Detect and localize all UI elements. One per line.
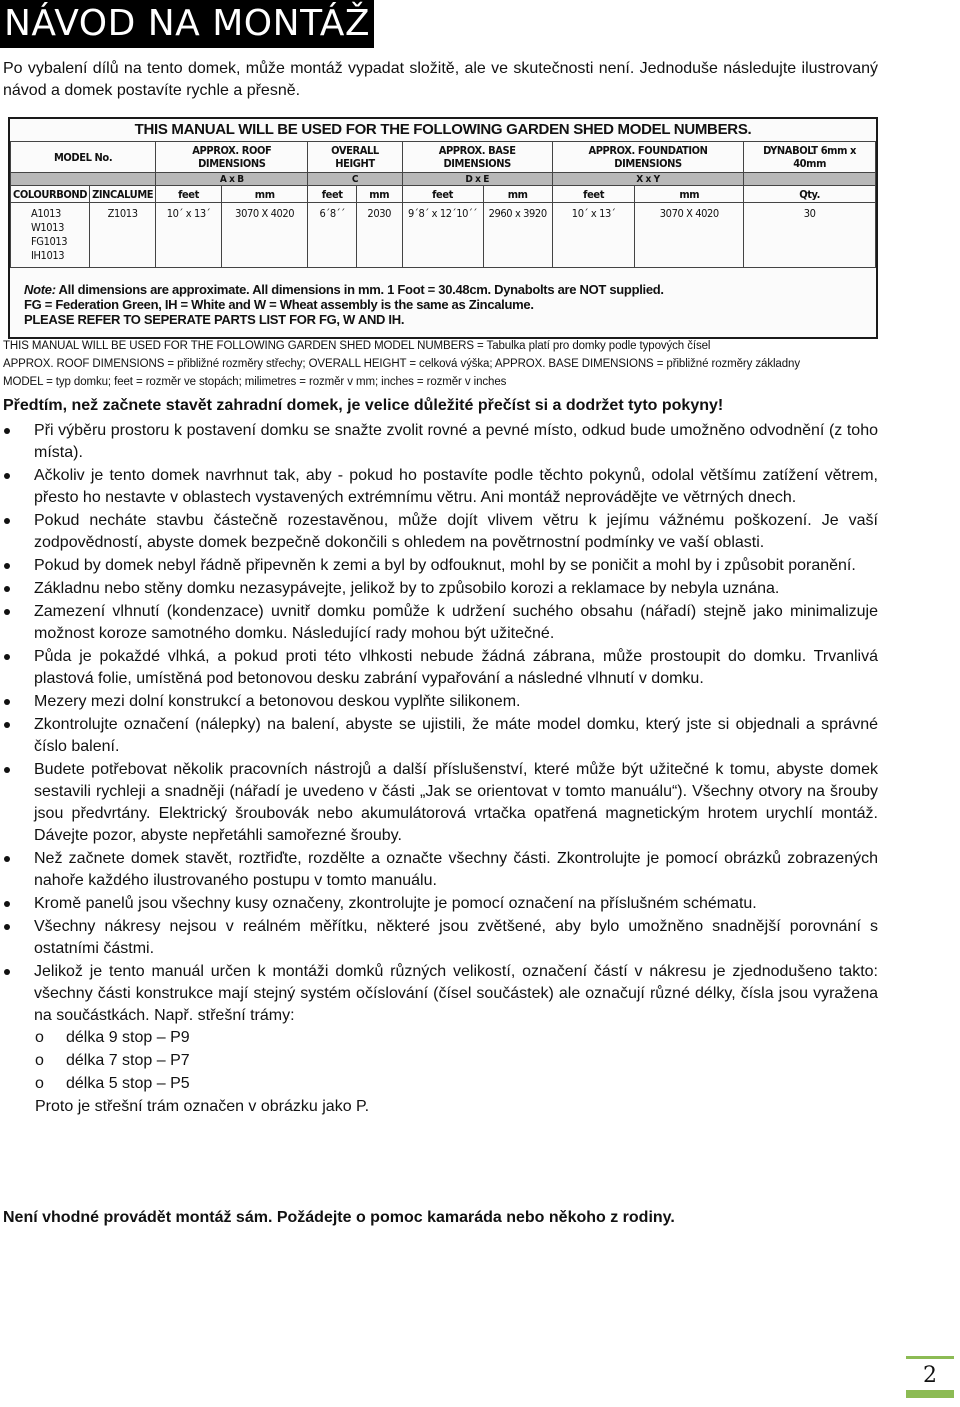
col-model: MODEL No. xyxy=(11,142,156,173)
caption-line: APPROX. ROOF DIMENSIONS = přibližné rozměry střechy; OVERALL HEIGHT = celková výška; APPROX. BASE DIMENSIONS = přibližné rozměry základny xyxy=(3,358,800,370)
list-item-text: Kromě panelů jsou všechny kusy označeny, zkontrolujte je pomocí označení na příslušném schématu. xyxy=(34,895,757,912)
sym-foundation: X x Y xyxy=(552,173,743,186)
col-height: OVERALL HEIGHT xyxy=(308,142,402,173)
list-item xyxy=(3,555,878,577)
unit-feet: feet xyxy=(308,186,356,203)
note-line-1: All dimensions are approximate. All dimensions in mm. 1 Foot = 30.48cm. Dynabolts are NOT supplied. xyxy=(55,282,664,297)
list-item-text: Než začnete domek stavět, roztřiďte, rozdělte a označte všechny části. Zkontrolujte je pomocí obrázků zobrazených nahoře každého ilustrovaného postupu v tomto manuálu. xyxy=(34,850,878,889)
sym-base: D x E xyxy=(402,173,552,186)
sym-qty-blank xyxy=(744,173,876,186)
list-item-text: Jelikož je tento manuál určen k montáži domků různých velikostí, označení částí v nákresu je zjednodušeno takto: všechny části konstrukce mají stejný systém očíslování (čísel součástek) ale označují různé délky, čísla jsou vyražena na součástkách. Např. střešní trámy: xyxy=(34,963,878,1024)
model-spec-table-image xyxy=(8,117,878,339)
list-item-text: Pokud necháte stavbu částečně rozestavěnou, může dojít vlivem větru k jejímu vážnému poškození. Je vaší zodpovědností, abyste domek bezpečně dokončili s ohledem na povětrnostní podmínky ve vaší oblasti. xyxy=(34,512,878,551)
unit-feet: feet xyxy=(402,186,483,203)
spec-note xyxy=(24,282,664,327)
list-item xyxy=(3,420,878,464)
list-item-text: Mezery mezi dolní konstrukcí a betonovou deskou vyplňte silikonem. xyxy=(34,693,521,710)
instruction-list xyxy=(3,420,878,1119)
caption-line: THIS MANUAL WILL BE USED FOR THE FOLLOWING GARDEN SHED MODEL NUMBERS = Tabulka platí pro domky podle typových čísel xyxy=(3,340,711,352)
bullet-icon xyxy=(4,722,10,728)
circle-bullet-icon: o xyxy=(35,1029,44,1046)
list-item xyxy=(3,893,878,915)
sym-roof: A x B xyxy=(156,173,308,186)
note-line-3: PLEASE REFER TO SEPERATE PARTS LIST FOR FG, W AND IH. xyxy=(24,312,405,327)
roof-mm: 3070 X 4020 xyxy=(221,203,308,268)
list-item xyxy=(3,759,878,847)
bullet-icon xyxy=(4,428,10,434)
lead-instruction: Předtím, než začnete stavět zahradní domek, je velice důležité přečíst si a dodržet tyto pokyny! xyxy=(3,397,724,414)
bullet-icon xyxy=(4,563,10,569)
list-item-text: Všechny nákresy nejsou v reálném měřítku, některé jsou zvětšené, aby bylo umožněno snadnější porovnání s ostatními částmi. xyxy=(34,918,878,957)
bullet-icon xyxy=(4,586,10,592)
base-mm: 2960 x 3920 xyxy=(483,203,552,268)
page-title: NÁVOD NA MONTÁŽ xyxy=(0,0,374,48)
model-code: A1013 xyxy=(31,207,61,220)
unit-mm: mm xyxy=(221,186,308,203)
colourbond-models xyxy=(11,203,90,268)
list-item xyxy=(3,465,878,509)
sub-zincalume: ZINCALUME xyxy=(90,186,156,203)
page-number-box xyxy=(906,1356,954,1398)
sub-list-item xyxy=(3,1027,878,1049)
list-item xyxy=(3,646,878,690)
intro-paragraph: Po vybalení dílů na tento domek, může montáž vypadat složitě, ale ve skutečnosti není. Jednoduše následujte ilustrovaný návod a domek postavíte rychle a přesně. xyxy=(3,60,878,99)
bullet-icon xyxy=(4,518,10,524)
sub-list-item xyxy=(3,1050,878,1072)
model-code: IH1013 xyxy=(31,249,65,262)
list-item xyxy=(3,601,878,645)
table-caption xyxy=(3,337,903,391)
bullet-icon xyxy=(4,473,10,479)
foundation-mm: 3070 X 4020 xyxy=(635,203,744,268)
col-foundation: APPROX. FOUNDATION DIMENSIONS xyxy=(552,142,743,173)
unit-mm: mm xyxy=(635,186,744,203)
height-mm: 2030 xyxy=(356,203,402,268)
model-code: FG1013 xyxy=(31,235,68,248)
sub-list-item-text: délka 9 stop – P9 xyxy=(66,1029,190,1046)
zincalume-model: Z1013 xyxy=(90,203,156,268)
model-code: W1013 xyxy=(31,221,64,234)
list-item xyxy=(3,578,878,600)
sub-colourbond: COLOURBOND xyxy=(11,186,90,203)
list-item-text: Při výběru prostoru k postavení domku se snažte zvolit rovné a pevné místo, odkud bude umožněno odvodnění (z toho místa). xyxy=(34,422,878,461)
list-item-text: Ačkoliv je tento domek navrhnut tak, aby - pokud ho postavíte podle těchto pokynů, odolal většímu zatížení větrem, přesto ho nestavte v oblastech vystavených extrémnímu větru. Ani montáž neprovádějte ve větrných dnech. xyxy=(34,467,878,506)
col-base: APPROX. BASE DIMENSIONS xyxy=(402,142,552,173)
list-item-text: Pokud by domek nebyl řádně připevněn k zemi a byl by odfouknut, mohl by se poničit a mohl by i způsobit poranění. xyxy=(34,557,856,574)
list-item-text: Základnu nebo stěny domku nezasypávejte, jelikož by to způsobilo korozi a reklamace by nebyla uznána. xyxy=(34,580,780,597)
bullet-icon xyxy=(4,609,10,615)
list-item xyxy=(3,714,878,758)
list-item xyxy=(3,961,878,1118)
list-item xyxy=(3,510,878,554)
roof-feet: 10´ x 13´ xyxy=(156,203,222,268)
base-feet: 9´8´ x 12´10´´ xyxy=(402,203,483,268)
final-warning: Není vhodné provádět montáž sám. Požádejte o pomoc kamaráda nebo někoho z rodiny. xyxy=(3,1209,675,1226)
bullet-icon xyxy=(4,901,10,907)
bullet-icon xyxy=(4,924,10,930)
bullet-icon xyxy=(4,969,10,975)
col-roof: APPROX. ROOF DIMENSIONS xyxy=(156,142,308,173)
list-item-text: Zamezení vlhnutí (kondenzace) uvnitř domku pomůže k udržení suchého obsahu (nářadí) stejně jako minimalizuje možnost koroze samotného domku. Následující rady mohou být užitečné. xyxy=(34,603,878,642)
list-item-text: Zkontrolujte označení (nálepky) na balení, abyste se ujistili, že máte model domku, který jste si objednali a správné číslo balení. xyxy=(34,716,878,755)
unit-feet: feet xyxy=(156,186,222,203)
bullet-icon xyxy=(4,654,10,660)
bullet-icon xyxy=(4,699,10,705)
caption-line: MODEL = typ domku; feet = rozměr ve stopách; milimetres = rozměr v mm; inches = rozměr v inches xyxy=(3,376,507,388)
list-item-text: Půda je pokaždé vlhká, a pokud proti této vlhkosti nebude žádná zábrana, může prostoupit do domku. Trvanlivá plastová folie, umístěná pod betonovou desku zabrání vypařování a následné vlhnutí v domku. xyxy=(34,648,878,687)
dynabolt-qty: 30 xyxy=(744,203,876,268)
circle-bullet-icon: o xyxy=(35,1052,44,1069)
sub-list xyxy=(3,1027,878,1095)
list-item xyxy=(3,691,878,713)
note-line-2: FG = Federation Green, IH = White and W = Wheat assembly is the same as Zincalume. xyxy=(24,297,534,312)
height-feet: 6´8´´ xyxy=(308,203,356,268)
col-dynabolt: DYNABOLT 6mm x 40mm xyxy=(744,142,876,173)
foundation-feet: 10´ x 13´ xyxy=(552,203,635,268)
sub-list-item-text: délka 5 stop – P5 xyxy=(66,1075,190,1092)
unit-mm: mm xyxy=(483,186,552,203)
spec-table-heading: THIS MANUAL WILL BE USED FOR THE FOLLOWING GARDEN SHED MODEL NUMBERS. xyxy=(134,121,752,138)
unit-mm: mm xyxy=(356,186,402,203)
circle-bullet-icon: o xyxy=(35,1075,44,1092)
closing-note: Proto je střešní trám označen v obrázku jako P. xyxy=(35,1098,370,1115)
bullet-icon xyxy=(4,767,10,773)
sym-blank xyxy=(11,173,156,186)
list-item xyxy=(3,848,878,892)
unit-feet: feet xyxy=(552,186,635,203)
list-item xyxy=(3,916,878,960)
list-item-text: Budete potřebovat několik pracovních nástrojů a další příslušenství, které může být užitečné k tomu, abyste domek sestavili rychleji a snadněji (nářadí je uvedeno v části „Jak se orientovat v tomto manuálu“). Všechny otvory na šrouby jsou předvrtány. Elektrický šroubovák nebo akumulátorová vrtačka opatřená magnetickým hrotem urychlí montáž. Dávejte pozor, abyste nepřetáhli samořezné šrouby. xyxy=(34,761,878,844)
page-number: 2 xyxy=(923,1363,937,1388)
sub-list-item xyxy=(3,1073,878,1095)
unit-qty: Qty. xyxy=(744,186,876,203)
note-label: Note: xyxy=(24,282,56,297)
spec-table xyxy=(10,141,876,268)
bullet-icon xyxy=(4,856,10,862)
sym-height: C xyxy=(308,173,402,186)
sub-list-item-text: délka 7 stop – P7 xyxy=(66,1052,190,1069)
page-number-bottom-bar xyxy=(906,1390,954,1398)
